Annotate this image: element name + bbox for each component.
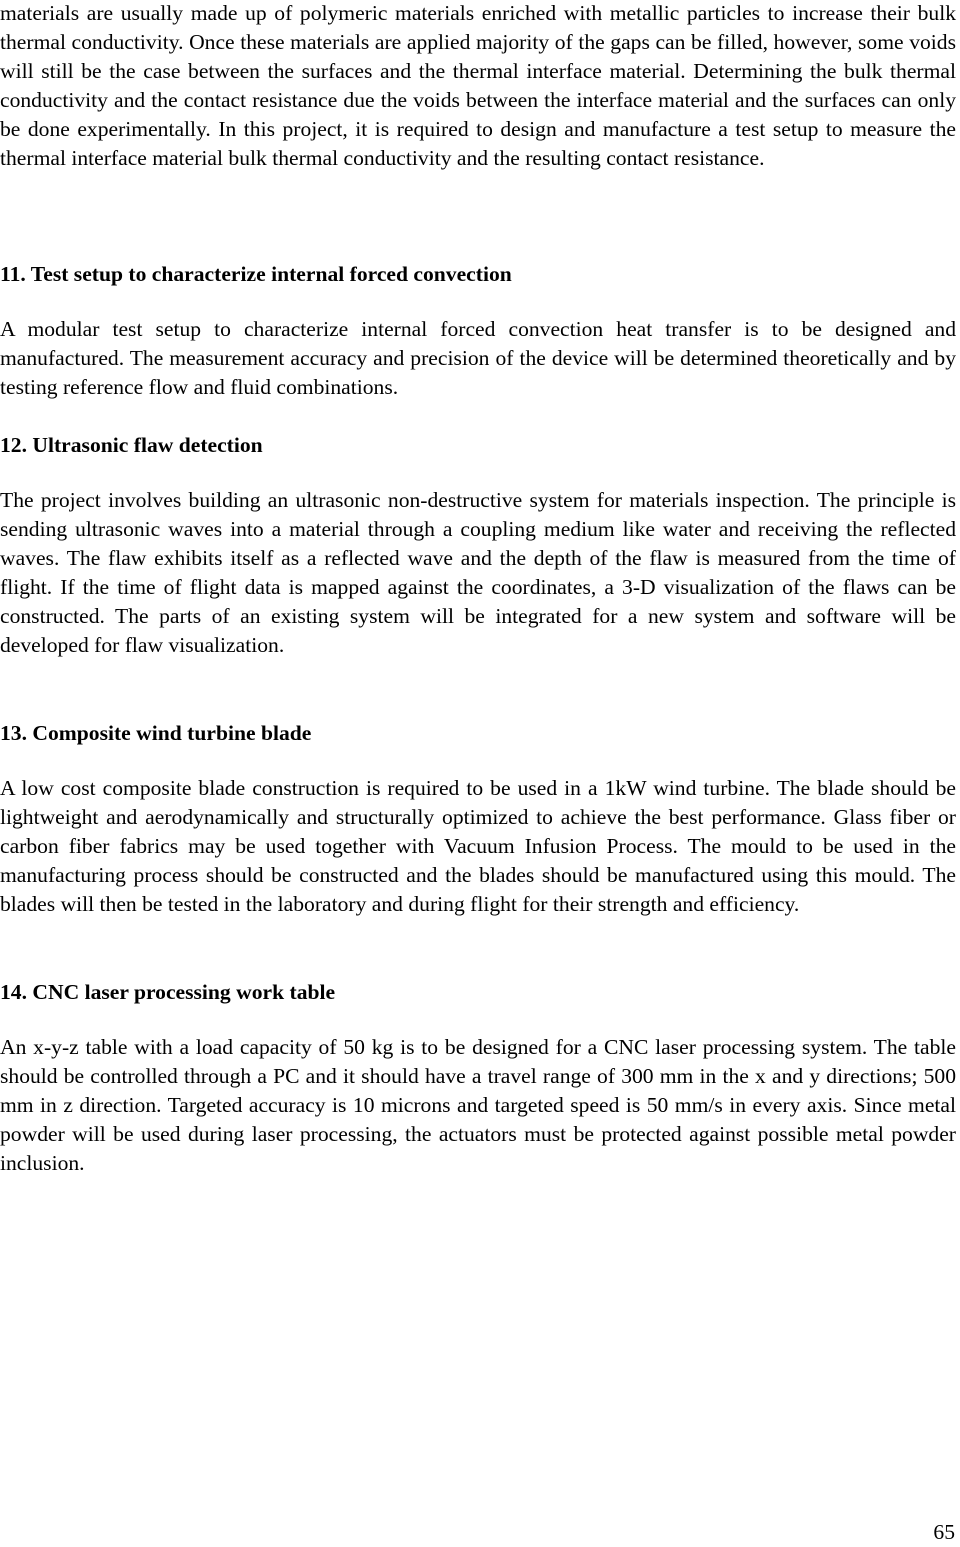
section-body-12: The project involves building an ultrasonic non-destructive system for materials inspection. The principle is sending ultrasonic waves into a material through a coupling medium like water and receiving the reflected waves. The flaw exhibits itself as a reflected wave and the depth of the flaw is measured from the time of flight. If the time of flight data is mapped against the coordinates, a 3-D visualization of the flaws can be constructed. The parts of an existing system will be integrated for a new system and software will be developed for flaw visualization.	[0, 488, 956, 658]
section-heading-11: 11. Test setup to characterize internal forced convection	[0, 262, 512, 286]
page-number: 65	[933, 1520, 955, 1544]
section-body-11: A modular test setup to characterize internal forced convection heat transfer is to be designed and manufactured. The measurement accuracy and precision of the device will be determined theoretically and by testing reference flow and fluid combinations.	[0, 317, 956, 400]
section-heading-13: 13. Composite wind turbine blade	[0, 721, 312, 745]
section-body-14: An x-y-z table with a load capacity of 50 kg is to be designed for a CNC laser processing system. The table should be controlled through a PC and it should have a travel range of 300 mm in the x and y directions; 500 mm in z direction. Targeted accuracy is 10 microns and targeted speed is 50 mm/s in every axis. Since metal powder will be used during laser processing, the actuators must be protected against possible metal powder inclusion.	[0, 1035, 956, 1176]
continuation-paragraph: materials are usually made up of polymeric materials enriched with metallic particles to increase their bulk thermal conductivity. Once these materials are applied majority of the gaps can be filled, however, some voids will still be the case between the surfaces and the thermal interface material. Determining the bulk thermal conductivity and the contact resistance due the voids between the interface material and the surfaces can only be done experimentally. In this project, it is required to design and manufacture a test setup to measure the thermal interface material bulk thermal conductivity and the resulting contact resistance.	[0, 1, 956, 171]
section-body-13: A low cost composite blade construction is required to be used in a 1kW wind turbine. The blade should be lightweight and aerodynamically and structurally optimized to achieve the best performance. Glass fiber or carbon fiber fabrics may be used together with Vacuum Infusion Process. The mould to be used in the manufacturing process should be constructed and the blades should be manufactured using this mould. The blades will then be tested in the laboratory and during flight for their strength and efficiency.	[0, 776, 956, 917]
section-heading-14: 14. CNC laser processing work table	[0, 980, 336, 1004]
section-heading-12: 12. Ultrasonic flaw detection	[0, 433, 263, 457]
